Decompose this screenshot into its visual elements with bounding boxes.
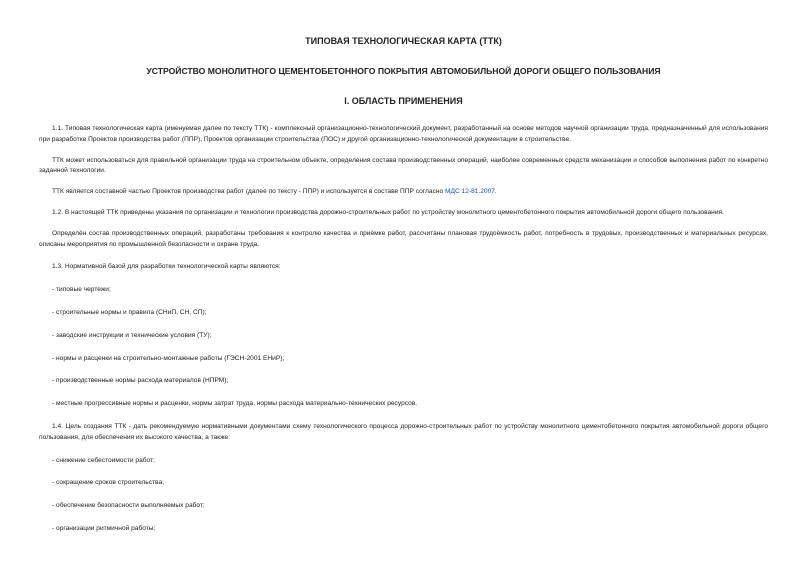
paragraph-1-2: 1.2. В настоящей ТТК приведены указания по организации и технологии производства дорожно-строительных работ по устройству монолитного цементобетонного покрытия автомобильной дороги общего пользования. [52,208,724,216]
paragraph-ttk-part-of-ppr [39,187,768,198]
list-item: - местные прогрессивные нормы и расценки, нормы затрат труда, нормы расхода материально-технических ресурсов. [52,400,418,408]
paragraph-ttk-usage: ТТК может использоваться для правильной организации труда на строительном объекте, определения состава производственных операций, наиболее современных средств механизации и способов выполнения работ по конкретно заданной технологии. [39,156,768,175]
document-subtitle: УСТРОЙСТВО МОНОЛИТНОГО ЦЕМЕНТОБЕТОННОГО ПОКРЫТИЯ АВТОМОБИЛЬНОЙ ДОРОГИ ОБЩЕГО ПОЛЬЗОВАНИЯ [146,66,661,76]
list-item: - снижение себестоимости работ; [52,456,155,464]
list-item: - заводские инструкции и технические условия (ТУ); [52,331,212,339]
document-body [39,124,768,535]
paragraph-1-4: 1.4. Цель создания ТТК - дать рекомендуемую нормативными документами схему технологического процесса дорожно-строительных работ по устройству монолитного цементобетонного покрытия автомобильной дороги общего пользования, для обеспечения их высокого качества, а также: [39,422,768,441]
list-item: - сокращение сроков строительства; [52,479,164,487]
list-item: - строительные нормы и правила (СНиП, СН, СП); [52,308,207,316]
mds-link[interactable]: МДС 12-81.2007 [444,188,495,196]
paragraph-text-end: . [494,188,497,196]
document-title: ТИПОВАЯ ТЕХНОЛОГИЧЕСКАЯ КАРТА (ТТК) [305,36,502,46]
paragraph-1-1: 1.1. Типовая технологическая карта (именуемая далее по тексту ТТК) - комплексный организационно-технологический документ, разработанный на основе методов научной организации труда, предназначенный для использования при разработке Проектов производства работ (ППР), Проектов организации строительства (ПОС) и другой организационно-технологической документации в строительстве. [39,125,768,143]
paragraph-1-3: 1.3. Нормативной базой для разработки технологической карты являются: [52,263,281,271]
paragraph-operations: Определён состав производственных операций, разработаны требования к контролю качества и приёмке работ, рассчитаны плановая трудоёмкость работ, потребность в трудовых, производственных и материальных ресурсах, описаны мероприятия по промышленной безопасности и охране труда. [39,229,768,248]
list-item: - нормы и расценки на строительно-монтажные работы (ГЭСН-2001 ЕНиР); [52,354,285,362]
list-item: - обеспечение безопасности выполняемых работ; [52,502,205,510]
list-item: - организации ритмичной работы; [52,524,156,532]
list-item: - производственные нормы расхода материалов (НПРМ); [52,377,229,385]
paragraph-text: ТТК является составной частью Проектов производства работ (далее по тексту - ППР) и используется в составе ППР согласно [52,188,445,196]
list-item: - типовые чертежи; [52,286,111,294]
section-title: I. ОБЛАСТЬ ПРИМЕНЕНИЯ [344,96,463,106]
